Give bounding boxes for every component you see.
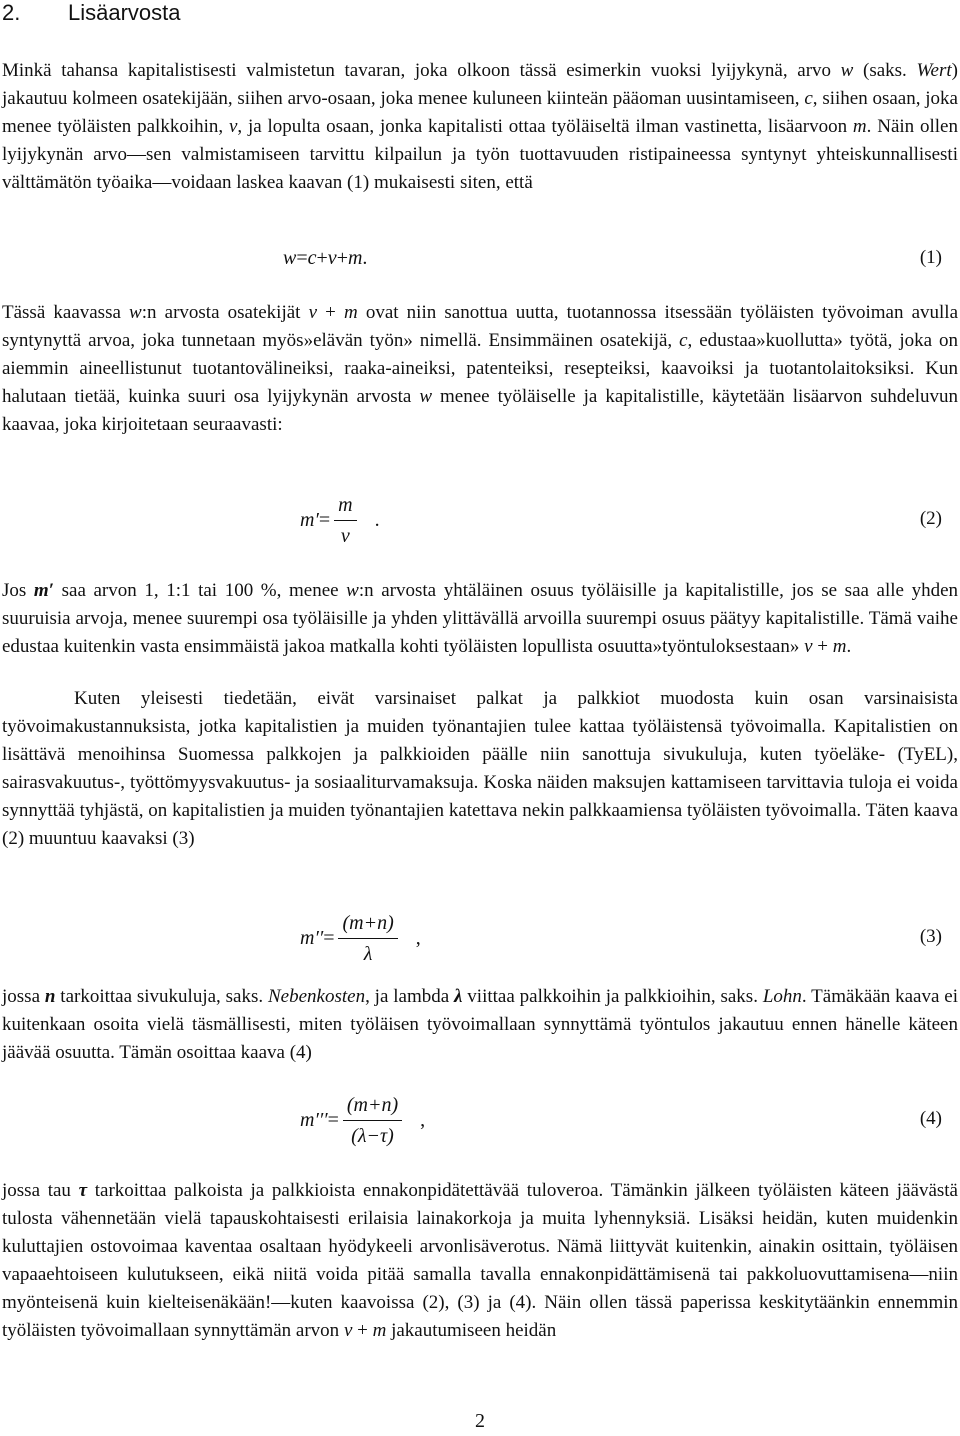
section-heading (2, 0, 181, 26)
equation-number-1: (1) (919, 247, 942, 268)
section-title: Lisäarvosta (68, 0, 181, 25)
equation-number-4: (4) (919, 1108, 942, 1129)
section-number: 2. (2, 0, 21, 25)
equation-1: w = c + v + m . (1) (283, 247, 942, 269)
equation-3: m′′ = $\frac{(m+n)}{\lambda}$ , (3) (0, 908, 958, 970)
paragraph-labour-costs: Kuten yleisesti tiedetään, eivät varsinaiset palkat ja palkkiot muodosta kuin osan varsinaisista työvoimakustannuksista, jotka kapitalistien ja muiden työnantajien tulee kattaa työläistensä työvoimalla. Kapitalistien on lisättävä menoihinsa Suomessa palkkojen ja palkkioiden päälle niin sanottuja sivukuluja, kuten työeläke- (TyEL), sairasvakuutus-, työttömyysvakuutus- ja sosiaaliturvamaksuja. Koska näiden maksujen kattamiseen tarvittavia tuloja ei voida synnyttää tyhjästä, on kapitalistien ja muiden työnantajien katettava nekin palkkaamiensa työläisten työvoimalla. Täten kaava (2) muuntuu kaavaksi (3) (2, 688, 958, 849)
equation-4: m′′′ = $\frac{(m+n)}{(\lambda-\tau)}$ , (4) (0, 1090, 958, 1152)
equation-2: m′ = $\frac{m}{v}$ . (2) (0, 490, 958, 552)
paragraph-surplus-ratio: Jos m′ saa arvon 1, 1:1 tai 100 %, menee w:n arvosta yhtäläinen osuus työläisille ja kapitalistille, jos se saa alle yhden suuruisia arvoja, menee suurempi osa työläisille ja yhden ylittävällä arvoilla suurempi osuus päätyy kapitalistille. Tämä vaihe edustaa kuitenkin vasta ensimmäistä jakoa matkalla kohti työläisten lopullista osuutta»työntuloksestaan» v + m. (2, 580, 959, 657)
equation-number-3: (3) (919, 926, 942, 947)
equation-number-2: (2) (919, 508, 942, 529)
paragraph-side-costs: jossa n tarkoittaa sivukuluja, saks. Nebenkosten, ja lambda λ viittaa palkkoihin ja palkkioihin, saks. Lohn. Tämäkään kaava ei kuitenkaan osoita vielä täsmällisesti, miten työläisen työvoimallaan synnyttämä työntulos jakautuu ennen hänelle käteen jäävää osuutta. Tämän osoittaa kaava (4) (2, 986, 958, 1063)
paragraph-formula-explanation: Tässä kaavassa w:n arvosta osatekijät v + m ovat niin sanottua uutta, tuotannossa itsessään työläisten työvoiman avulla syntynyttä arvoa, joka tunnetaan myös»elävän työn» nimellä. Ensimmäinen osatekijä, c, edustaa»kuollutta» työtä, joka on aiemmin aineellistunut tuotantovälineiksi, raaka-aineiksi, patenteiksi, resepteiksi, kaavoiksi ja tuotantolaitoksiksi. Kun halutaan tietää, kuinka suuri osa lyijykynän arvosta w menee työläiselle ja kapitalistille, käytetään lisäarvon suhdeluvun kaavaa, joka kirjoitetaan seuraavasti: (2, 302, 959, 435)
paragraph-tax: jossa tau τ tarkoittaa palkoista ja palkkioista ennakonpidätettävää tuloveroa. Tämänkin jälkeen työläisten käteen jäävästä tulosta vähennetään vielä tapauskohtaisesti erilaisia lainakorkoja ja muita lyhennyksiä. Lisäksi heidän, kuten muidenkin kuluttajien ostovoimaa kaventaa osaltaan hyödykeeli arvonlisäverotus. Nämä liittyvät kuitenkin, ainakin osittain, työläisen vapaaehtoiseen kulutukseen, eikä niitä voida pitää samalla tavalla ennakonpidättämisenä tai pakkoluovuttamisena—niin myönteisenä kuin kielteisenäkään!—kuten kaavoissa (2), (3) ja (4). Näin ollen tässä paperissa keskitytäänkin ennemmin työläisten työvoimallaan synnyttämän arvon v + m jakautumiseen heidän (2, 1180, 958, 1341)
page-number: 2 (475, 1410, 485, 1432)
paragraph-intro: Minkä tahansa kapitalistisesti valmistetun tavaran, joka olkoon tässä esimerkin vuoksi lyijykynä, arvo w (saks. Wert) jakautuu kolmeen osatekijään, siihen arvo-osaan, joka menee kuluneen kiinteän pääoman uusintamiseen, c, siihen osaan, joka menee työläisten palkkoihin, v, ja lopulta osaan, jonka kapitalisti ottaa työläiseltä ilman vastinetta, lisäarvoon m. Näin ollen lyijykynän arvo—sen valmistamiseen tarvittu kilpailun ja työn tuottavuuden ristipaineessa syntynyt yhteiskunnallisesti välttämätön työaika—voidaan laskea kaavan (1) mukaisesti siten, että (2, 60, 958, 193)
